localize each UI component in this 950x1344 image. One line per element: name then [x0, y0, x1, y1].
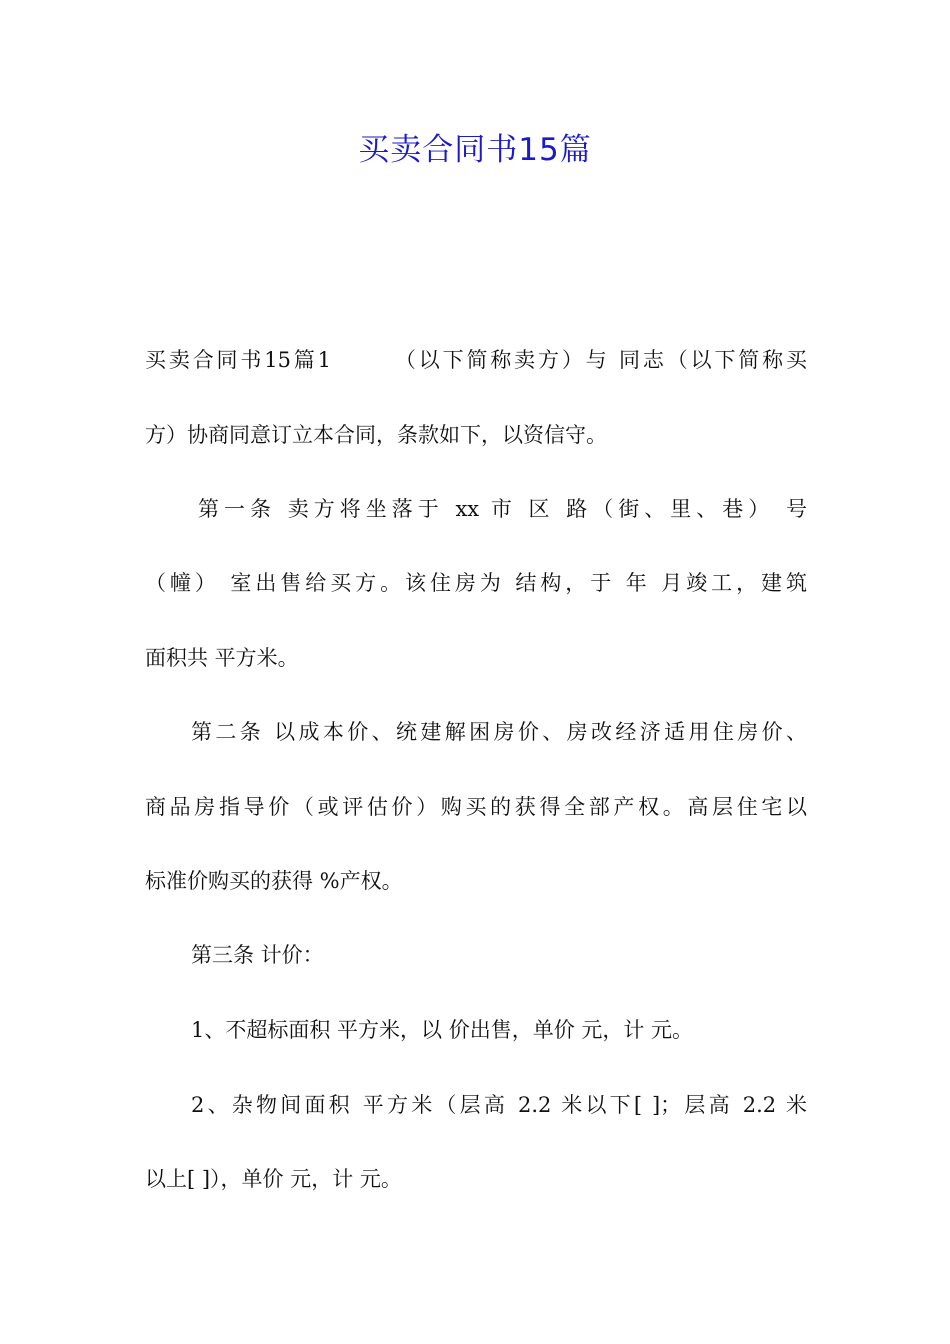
- paragraph-line: （幢） 室出售给买方。该住房为 结构，于 年 月竣工，建筑: [145, 571, 807, 595]
- paragraph-line: 面积共 平方米。: [145, 646, 299, 670]
- paragraph-line: 1、不超标面积 平方米，以 价出售，单价 元，计 元。: [191, 1018, 694, 1042]
- paragraph-line: 方）协商同意订立本合同，条款如下，以资信守。: [145, 423, 607, 447]
- paragraph-line: 以上[ ]），单价 元，计 元。: [145, 1167, 402, 1191]
- paragraph-line: 2、杂物间面积 平方米（层高 2.2 米以下[ ]；层高 2.2 米: [191, 1093, 807, 1117]
- paragraph-line: 第一条 卖方将坐落于 xx 市 区 路（街、里、巷） 号: [172, 497, 807, 521]
- paragraph-line: 标准价购买的获得 %产权。: [145, 869, 403, 893]
- document-title: 买卖合同书15篇: [358, 132, 592, 168]
- paragraph-line: 第二条 以成本价、统建解困房价、房改经济适用住房价、: [191, 720, 807, 744]
- paragraph-line: 商品房指导价（或评估价）购买的获得全部产权。高层住宅以: [145, 795, 807, 819]
- paragraph-line: 买卖合同书15篇1 （以下简称卖方）与 同志（以下简称买: [145, 348, 807, 372]
- paragraph-line: 第三条 计价：: [191, 943, 324, 967]
